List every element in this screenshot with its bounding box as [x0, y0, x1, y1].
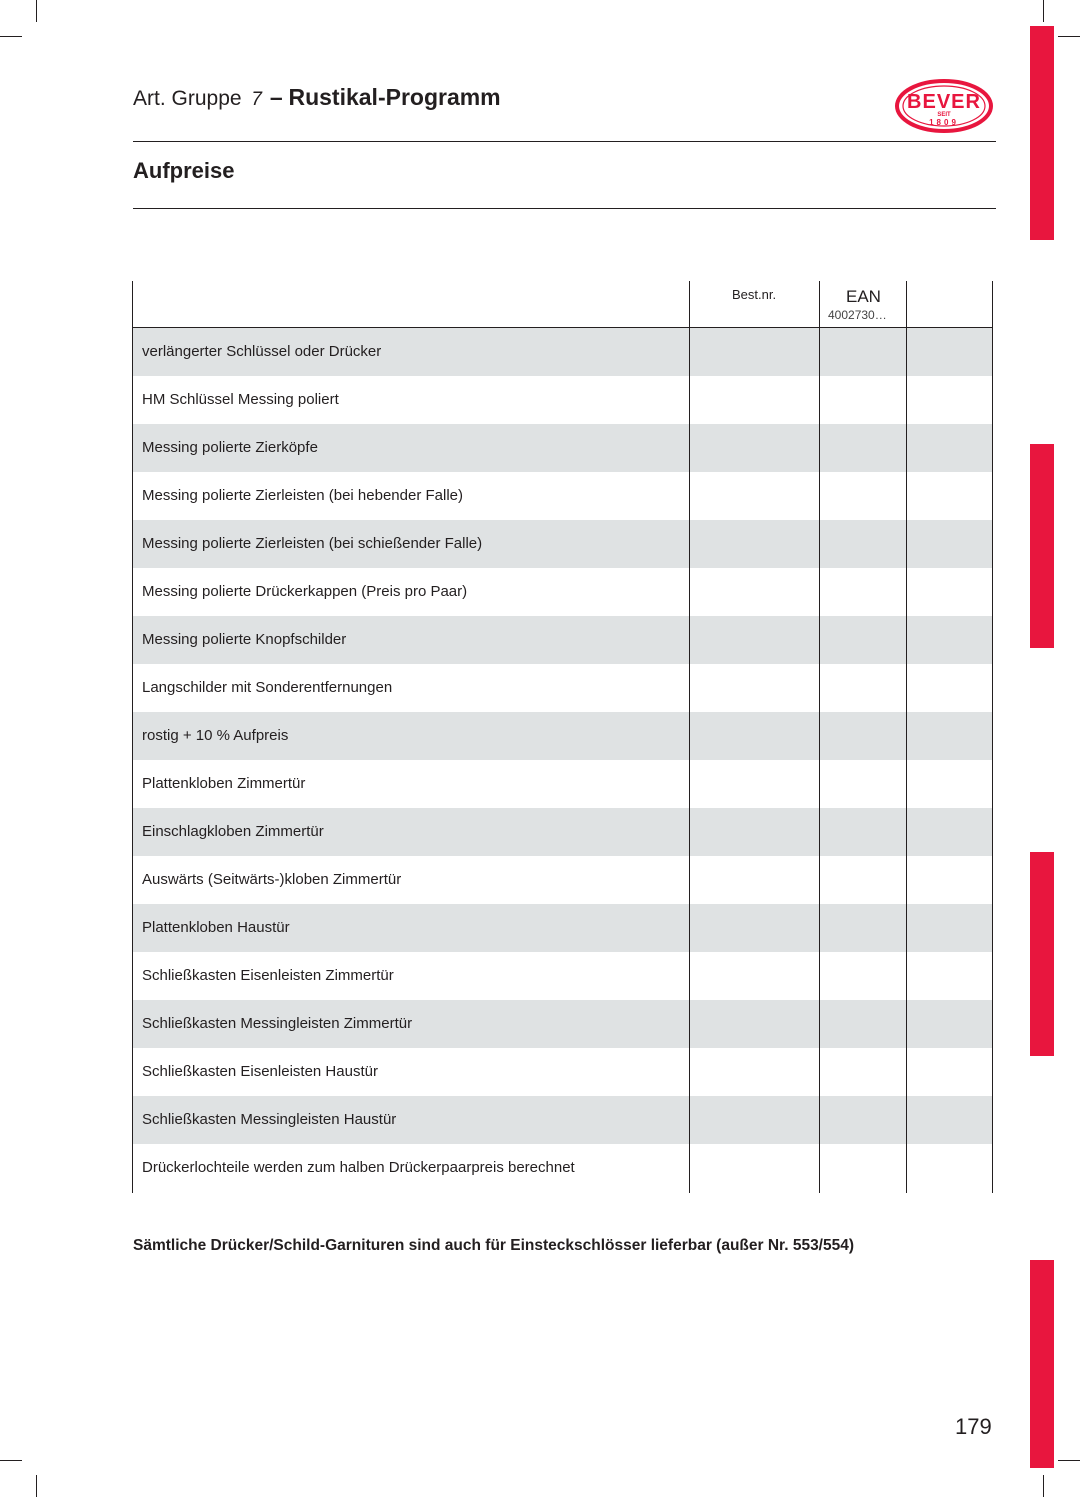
logo-tagline: SEIT — [937, 112, 951, 118]
table-row — [132, 1144, 993, 1192]
row-description: HM Schlüssel Messing poliert — [142, 391, 339, 408]
table-row — [132, 472, 993, 520]
crop-mark — [0, 1460, 22, 1461]
table-row — [132, 1048, 993, 1096]
crop-mark — [36, 1475, 37, 1497]
row-description: verlängerter Schlüssel oder Drücker — [142, 343, 382, 360]
table-row — [132, 664, 993, 712]
row-description: Plattenkloben Zimmertür — [142, 775, 306, 792]
thumb-index-tab — [1030, 444, 1054, 648]
row-description: Messing polierte Zierköpfe — [142, 439, 318, 456]
table-row — [132, 952, 993, 1000]
row-description: Plattenkloben Haustür — [142, 919, 290, 936]
table-row — [132, 856, 993, 904]
row-description: Schließkasten Messingleisten Haustür — [142, 1111, 397, 1128]
crop-mark — [1058, 1460, 1080, 1461]
header-title: Rustikal-Programm — [288, 84, 501, 110]
table-row — [132, 712, 993, 760]
table-header — [132, 281, 993, 328]
table-row — [132, 520, 993, 568]
thumb-index-tab — [1030, 852, 1054, 1056]
table-row — [132, 1000, 993, 1048]
column-header-bestnr: Best.nr. — [732, 287, 777, 302]
table-row — [132, 1096, 993, 1144]
table-row — [132, 328, 993, 376]
crop-mark — [1043, 0, 1044, 22]
table-row — [132, 616, 993, 664]
column-header-ean: EAN — [846, 287, 881, 306]
row-description: Schließkasten Eisenleisten Haustür — [142, 1063, 378, 1080]
row-description: rostig + 10 % Aufpreis — [142, 727, 289, 744]
row-description: Schließkasten Messingleisten Zimmertür — [142, 1015, 413, 1032]
table-row — [132, 760, 993, 808]
header-separator: – — [269, 84, 283, 110]
row-description: Schließkasten Eisenleisten Zimmertür — [142, 967, 394, 984]
logo-year: 1809 — [929, 118, 959, 127]
table-row — [132, 808, 993, 856]
row-description: Drückerlochteile werden zum halben Drückerpaarpreis berechnet — [142, 1159, 575, 1176]
crop-mark — [0, 36, 22, 37]
column-divider — [906, 281, 907, 1193]
table-row — [132, 376, 993, 424]
logo-brand: BEVER — [907, 91, 981, 113]
thumb-index-tab — [1030, 26, 1054, 240]
row-description: Messing polierte Zierleisten (bei schießender Falle) — [142, 535, 483, 552]
table-row — [132, 568, 993, 616]
row-description: Messing polierte Drückerkappen (Preis pro Paar) — [142, 583, 468, 600]
crop-mark — [1043, 1475, 1044, 1497]
header-prefix: Art. Gruppe — [133, 87, 242, 110]
group-number: 7 — [251, 89, 262, 110]
thumb-index-tab — [1030, 1260, 1054, 1468]
page-number: 179 — [955, 1414, 992, 1439]
surcharge-table — [132, 281, 993, 1192]
table-body — [132, 328, 993, 1192]
column-divider — [689, 281, 690, 1193]
table-border-left — [132, 281, 133, 1193]
table-border-right — [992, 281, 993, 1193]
section-title: Aufpreise — [133, 158, 235, 183]
row-description: Auswärts (Seitwärts-)kloben Zimmertür — [142, 871, 402, 888]
table-row — [132, 904, 993, 952]
row-description: Messing polierte Knopfschilder — [142, 631, 347, 648]
row-description: Messing polierte Zierleisten (bei hebender Falle) — [142, 487, 463, 504]
column-divider — [819, 281, 820, 1193]
divider — [133, 141, 996, 142]
table-row — [132, 424, 993, 472]
divider — [133, 208, 996, 209]
row-description: Langschilder mit Sonderentfernungen — [142, 679, 393, 696]
row-description: Einschlagkloben Zimmertür — [142, 823, 324, 840]
crop-mark — [36, 0, 37, 22]
footnote: Sämtliche Drücker/Schild-Garnituren sind auch für Einsteckschlösser lieferbar (außer Nr. 553/554) — [133, 1237, 855, 1254]
page-header — [133, 82, 501, 115]
crop-mark — [1058, 36, 1080, 37]
ean-prefix: 4002730… — [828, 308, 887, 322]
bever-logo — [894, 78, 994, 134]
